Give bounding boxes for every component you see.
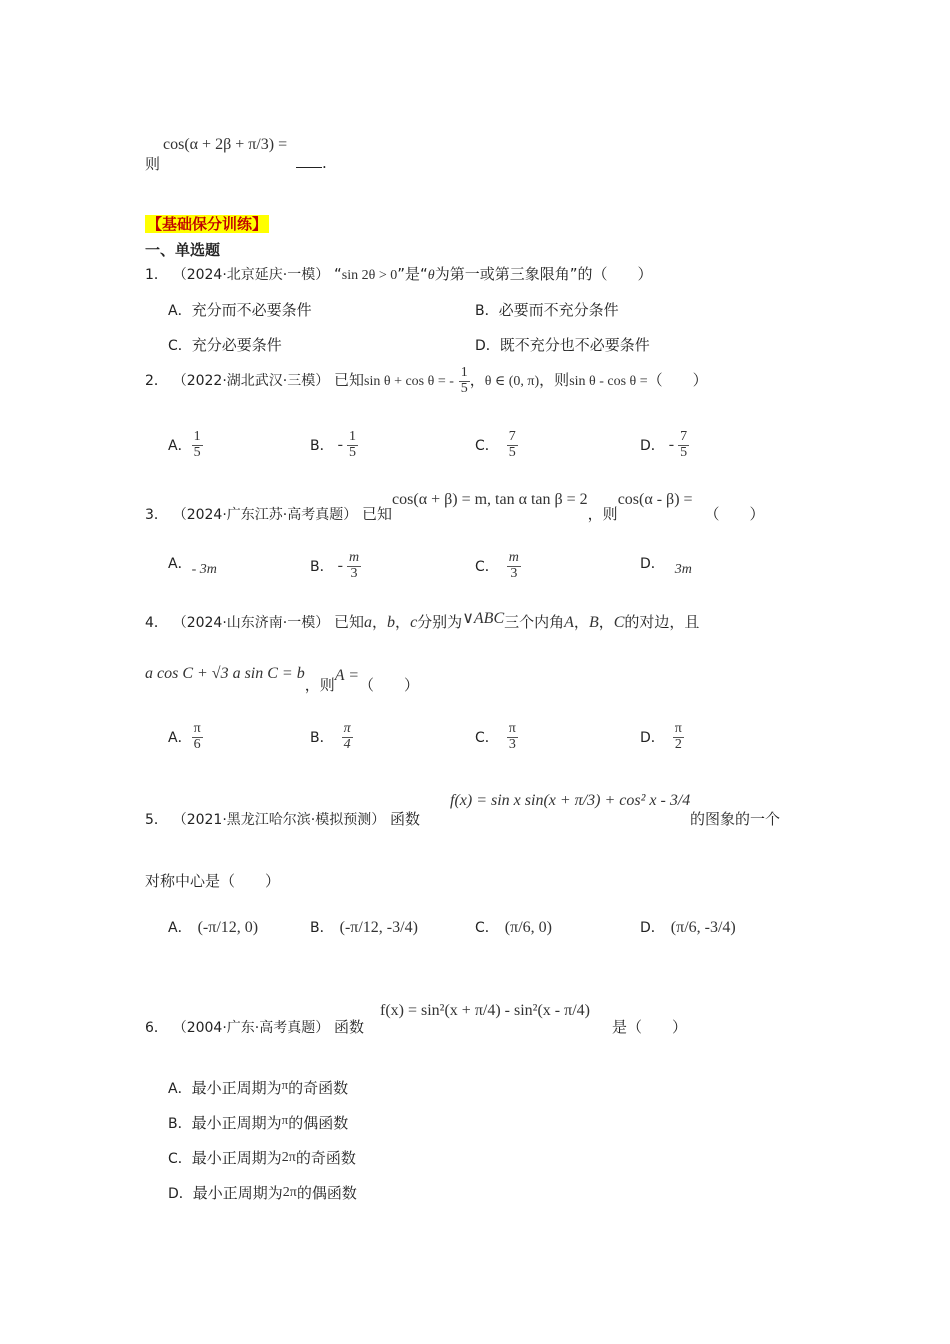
option-letter: C． [475, 730, 499, 747]
question-source: （2022·湖北武汉·三模） [172, 373, 330, 390]
option-letter: C． [475, 438, 499, 455]
option-d[interactable] [640, 722, 684, 752]
var-b: b [387, 614, 396, 631]
stem-text: ，则 [539, 371, 570, 390]
var-C: C [613, 614, 625, 631]
option-text: 的奇函数 [295, 1149, 356, 1167]
option-d[interactable] [475, 334, 650, 355]
separator: ， [395, 613, 411, 631]
stem-text: ，则 [304, 676, 335, 694]
top-tail: . [322, 154, 327, 172]
separator: ， [573, 613, 589, 631]
fraction-denominator: 3 [347, 566, 361, 582]
fraction [507, 551, 521, 581]
option-c[interactable] [475, 551, 521, 581]
option-text: 既不充分也不必要条件 [499, 336, 650, 354]
option-d[interactable] [640, 430, 689, 460]
option-letter: B． [475, 303, 499, 319]
option-text: - 3m [191, 562, 217, 577]
option-letter: B． [168, 1116, 192, 1132]
answer-blank [296, 153, 327, 172]
stem-text: （ ） [359, 676, 420, 694]
option-a[interactable] [168, 430, 203, 460]
question-source: （2024·广东江苏·高考真题） [172, 507, 358, 523]
triangle-symbol: ∨ABC [462, 610, 505, 627]
option-letter: A． [168, 920, 192, 936]
fraction-denominator: 5 [193, 444, 201, 460]
fraction-denominator: 4 [342, 737, 353, 753]
option-text: 充分而不必要条件 [191, 301, 312, 319]
question-4-stem [145, 611, 699, 632]
fraction-denominator: 5 [508, 444, 516, 460]
fraction [507, 430, 518, 460]
question-number: 4． [145, 615, 168, 631]
fraction-numerator: 1 [193, 429, 201, 444]
option-text: 3m [674, 562, 692, 577]
option-text: 最小正周期为 [191, 1114, 282, 1132]
option-text: 最小正周期为 [191, 1079, 282, 1097]
option-text: (π/6, -3/4) [670, 919, 736, 936]
separator: ， [598, 613, 614, 631]
option-a[interactable] [168, 553, 217, 577]
fraction [673, 722, 684, 752]
stem-text: 已知 [362, 505, 393, 523]
fraction-numerator: π [508, 721, 516, 736]
fraction-denominator: 2 [673, 737, 684, 753]
option-b[interactable] [310, 722, 353, 752]
math-expression: cos(α - β) = [617, 491, 693, 508]
fraction-denominator: 5 [460, 380, 468, 396]
math-expression: cos(α + β) = m, tan α tan β = 2 [392, 491, 588, 508]
ze-char: 则 [145, 155, 161, 173]
option-letter: B． [310, 730, 334, 747]
fraction-numerator: 7 [508, 429, 516, 444]
question-source: （2021·黑龙江哈尔滨·模拟预测） [172, 812, 386, 828]
option-text: 的偶函数 [296, 1184, 357, 1202]
option-text: 充分必要条件 [191, 336, 282, 354]
option-c[interactable] [168, 1147, 356, 1168]
option-sign: - [337, 557, 343, 575]
option-text: 最小正周期为 [192, 1184, 283, 1202]
stem-text: （ ） [647, 371, 708, 390]
stem-text: 函数 [334, 1018, 365, 1036]
math-expression: A = [334, 667, 360, 684]
fraction [342, 722, 353, 752]
option-c[interactable] [475, 722, 518, 752]
option-letter: A． [168, 1081, 192, 1097]
option-text: 的奇函数 [288, 1079, 349, 1097]
option-b[interactable] [310, 430, 358, 460]
option-letter: A． [168, 556, 192, 572]
option-value: π [281, 1112, 289, 1127]
fraction-denominator: 3 [507, 737, 518, 753]
question-number: 3． [145, 507, 168, 523]
option-letter: B． [310, 559, 334, 576]
option-letter: D． [475, 338, 500, 354]
var-A: A [564, 614, 574, 631]
option-c[interactable] [475, 917, 552, 937]
option-a[interactable] [168, 722, 203, 752]
section-subtitle: 一、单选题 [145, 241, 221, 259]
question-source: （2024·山东济南·一模） [172, 615, 330, 631]
fraction [192, 722, 203, 752]
stem-text: 对称中心是（ ） [145, 872, 281, 890]
option-c[interactable] [475, 430, 518, 460]
top-expression-text: cos(α + 2β + π/3) = [163, 136, 288, 153]
stem-text: 的对边，且 [624, 613, 700, 631]
option-letter: C． [168, 338, 192, 354]
option-c[interactable] [168, 334, 282, 355]
stem-text: 已知 [334, 371, 365, 390]
option-text: 的偶函数 [288, 1114, 349, 1132]
option-value: 2π [282, 1185, 297, 1200]
option-letter: A． [168, 730, 192, 747]
stem-text: ，则 [587, 505, 618, 523]
stem-text: 分别为 [417, 613, 463, 631]
section-tag-text: 【基础保分训练】 [147, 215, 268, 233]
math-expression: a cos C + √3 a sin C = b [145, 665, 305, 682]
option-letter: D． [640, 730, 665, 747]
question-5-stem [145, 808, 420, 829]
stem-text: ， [469, 371, 485, 390]
option-text: (-π/12, -3/4) [339, 919, 418, 936]
math-expression: sin θ + cos θ = - [364, 374, 454, 390]
option-letter: B． [310, 438, 334, 455]
option-b[interactable] [168, 1112, 348, 1133]
option-d[interactable] [640, 917, 736, 937]
stem-text: （ ） [704, 505, 765, 523]
question-4-stem-line2 [145, 662, 420, 694]
fraction-denominator: 5 [348, 444, 356, 460]
stem-text: 是（ ） [612, 1018, 688, 1036]
fraction-numerator: 1 [348, 429, 356, 444]
stem-text: ”是“ [397, 265, 428, 283]
fraction [192, 430, 203, 460]
question-1-stem [145, 263, 652, 284]
q6-math-expression: f(x) = sin²(x + π/4) - sin²(x - π/4) [380, 1002, 590, 1019]
option-d[interactable] [168, 1182, 357, 1203]
fraction [507, 722, 518, 752]
option-sign: - [668, 436, 675, 454]
top-expression [163, 126, 287, 154]
fraction-numerator: 1 [460, 365, 468, 380]
option-a[interactable] [168, 917, 258, 937]
option-d[interactable] [640, 553, 692, 577]
option-letter: D． [640, 920, 665, 936]
option-letter: D． [168, 1186, 193, 1202]
option-letter: C． [475, 920, 499, 936]
question-source: （2004·广东·高考真题） [172, 1020, 330, 1036]
question-2-stem [145, 366, 708, 396]
question-number: 5． [145, 812, 168, 828]
option-letter: D． [640, 438, 665, 455]
fraction [347, 551, 361, 581]
question-number: 1． [145, 267, 168, 283]
q5-math-expression: f(x) = sin x sin(x + π/3) + cos² x - 3/4 [450, 792, 691, 809]
fraction [347, 430, 358, 460]
stem-text: 的图象的一个 [690, 810, 781, 828]
math-expression: sin θ - cos θ = [569, 374, 648, 390]
fraction-denominator: 5 [680, 444, 688, 460]
option-letter: D． [640, 556, 665, 572]
question-source: （2024·北京延庆·一模） [172, 267, 330, 283]
section-tag [145, 213, 269, 234]
math-expression: sin 2θ > 0 [341, 268, 398, 283]
fraction-numerator: π [674, 721, 682, 736]
fraction-numerator: 7 [680, 429, 688, 444]
option-text: 最小正周期为 [191, 1149, 282, 1167]
fraction [459, 366, 470, 396]
option-text: 必要而不充分条件 [498, 301, 619, 319]
var-a: a [364, 614, 373, 631]
question-number: 2． [145, 373, 168, 390]
var-B: B [588, 614, 599, 631]
question-number: 6． [145, 1020, 168, 1036]
option-letter: A． [168, 303, 192, 319]
option-text: (π/6, 0) [504, 919, 552, 936]
option-a[interactable] [168, 299, 312, 320]
fraction-denominator: 6 [192, 737, 203, 753]
stem-text: 已知 [334, 613, 365, 631]
stem-text: 为第一或第三象限角”的（ ） [434, 265, 653, 283]
math-expression: θ ∈ (0, π) [484, 374, 540, 390]
fraction-numerator: π [193, 721, 201, 736]
option-sign: - [337, 436, 343, 454]
stem-text: 三个内角 [504, 613, 565, 631]
option-b[interactable] [310, 551, 361, 581]
option-letter: A． [168, 438, 192, 455]
stem-text: “ [334, 265, 342, 283]
option-b[interactable] [475, 299, 619, 320]
separator: ， [372, 613, 388, 631]
math-expression: θ [427, 268, 435, 283]
question-3-stem [145, 491, 765, 524]
option-value: π [281, 1077, 289, 1092]
option-value: 2π [281, 1150, 296, 1165]
fraction-numerator: π [343, 721, 351, 736]
fraction-numerator: m [508, 550, 519, 565]
var-c: c [410, 614, 418, 631]
option-letter: C． [168, 1151, 192, 1167]
option-text: (-π/12, 0) [197, 919, 259, 936]
option-letter: C． [475, 559, 499, 576]
stem-text: 函数 [390, 810, 421, 828]
option-b[interactable] [310, 917, 418, 937]
fraction-denominator: 3 [507, 566, 521, 582]
option-letter: B． [310, 920, 334, 936]
fraction-numerator: m [348, 550, 360, 565]
option-a[interactable] [168, 1077, 348, 1098]
fraction [678, 430, 689, 460]
question-6-stem [145, 1016, 364, 1037]
